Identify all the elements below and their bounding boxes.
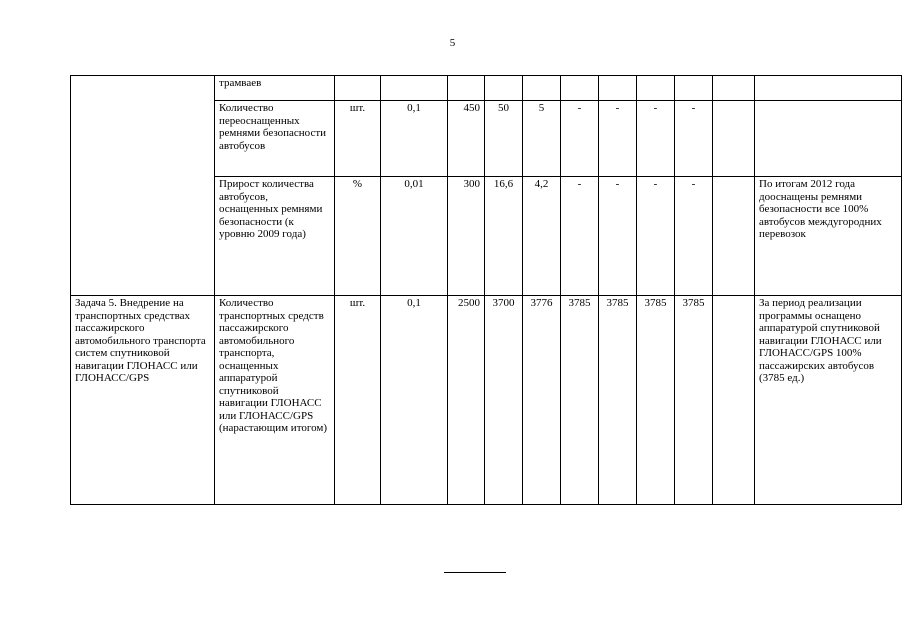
year-value-cell: - <box>561 101 599 177</box>
year-value-cell <box>523 76 561 101</box>
base-value-cell <box>448 76 485 101</box>
year-value-cell: - <box>637 101 675 177</box>
year-value-cell: - <box>637 177 675 296</box>
weight-cell: 0,01 <box>381 177 448 296</box>
year-value-cell: 3776 <box>523 296 561 505</box>
base-value-cell: 450 <box>448 101 485 177</box>
year-value-cell: 5 <box>523 101 561 177</box>
unit-cell: шт. <box>335 101 381 177</box>
note-cell: За период реализации программы оснащено аппаратурой спутниковой навигации ГЛОНАСС или ГЛОНАСС/GPS 100% пассажирских автобусов (3785 ед.) <box>755 296 902 505</box>
weight-cell <box>381 76 448 101</box>
task-cell: Задача 5. Внедрение на транспортных средствах пассажирского автомобильного транспорта систем спутниковой навигации ГЛОНАСС или ГЛОНАСС/GPS <box>71 296 215 505</box>
year-value-cell <box>485 76 523 101</box>
year-value-cell: - <box>561 177 599 296</box>
year-value-cell: 16,6 <box>485 177 523 296</box>
indicator-cell: Количество транспортных средств пассажирского автомобильного транспорта, оснащенных аппаратурой спутниковой навигации ГЛОНАСС или ГЛОНАСС/GPS (нарастающим итогом) <box>215 296 335 505</box>
weight-cell: 0,1 <box>381 296 448 505</box>
table-row <box>71 296 902 505</box>
page-number: 5 <box>449 37 456 49</box>
unit-cell <box>335 76 381 101</box>
base-value-cell: 300 <box>448 177 485 296</box>
indicators-table <box>70 75 902 505</box>
year-value-cell: 3785 <box>637 296 675 505</box>
indicator-cell: Прирост количества автобусов, оснащенных ремнями безопасности (к уровню 2009 года) <box>215 177 335 296</box>
year-value-cell: - <box>675 177 713 296</box>
year-value-cell <box>713 76 755 101</box>
note-cell <box>755 101 902 177</box>
indicator-cell: Количество переоснащенных ремнями безопасности автобусов <box>215 101 335 177</box>
note-cell <box>755 76 902 101</box>
weight-cell: 0,1 <box>381 101 448 177</box>
indicator-cell: трамваев <box>215 76 335 101</box>
year-value-cell: 50 <box>485 101 523 177</box>
year-value-cell <box>561 76 599 101</box>
year-value-cell <box>675 76 713 101</box>
year-value-cell <box>713 177 755 296</box>
year-value-cell: - <box>675 101 713 177</box>
year-value-cell <box>713 296 755 505</box>
year-value-cell: - <box>599 101 637 177</box>
year-value-cell: - <box>599 177 637 296</box>
year-value-cell: 3785 <box>675 296 713 505</box>
year-value-cell: 3700 <box>485 296 523 505</box>
year-value-cell: 4,2 <box>523 177 561 296</box>
year-value-cell <box>599 76 637 101</box>
unit-cell: шт. <box>335 296 381 505</box>
year-value-cell <box>713 101 755 177</box>
footer-rule <box>444 572 506 573</box>
unit-cell: % <box>335 177 381 296</box>
note-cell: По итогам 2012 года дооснащены ремнями безопасности все 100% автобусов междугородних перевозок <box>755 177 902 296</box>
year-value-cell: 3785 <box>561 296 599 505</box>
table-row <box>71 76 902 101</box>
year-value-cell: 3785 <box>599 296 637 505</box>
year-value-cell <box>637 76 675 101</box>
base-value-cell: 2500 <box>448 296 485 505</box>
task-cell <box>71 76 215 296</box>
